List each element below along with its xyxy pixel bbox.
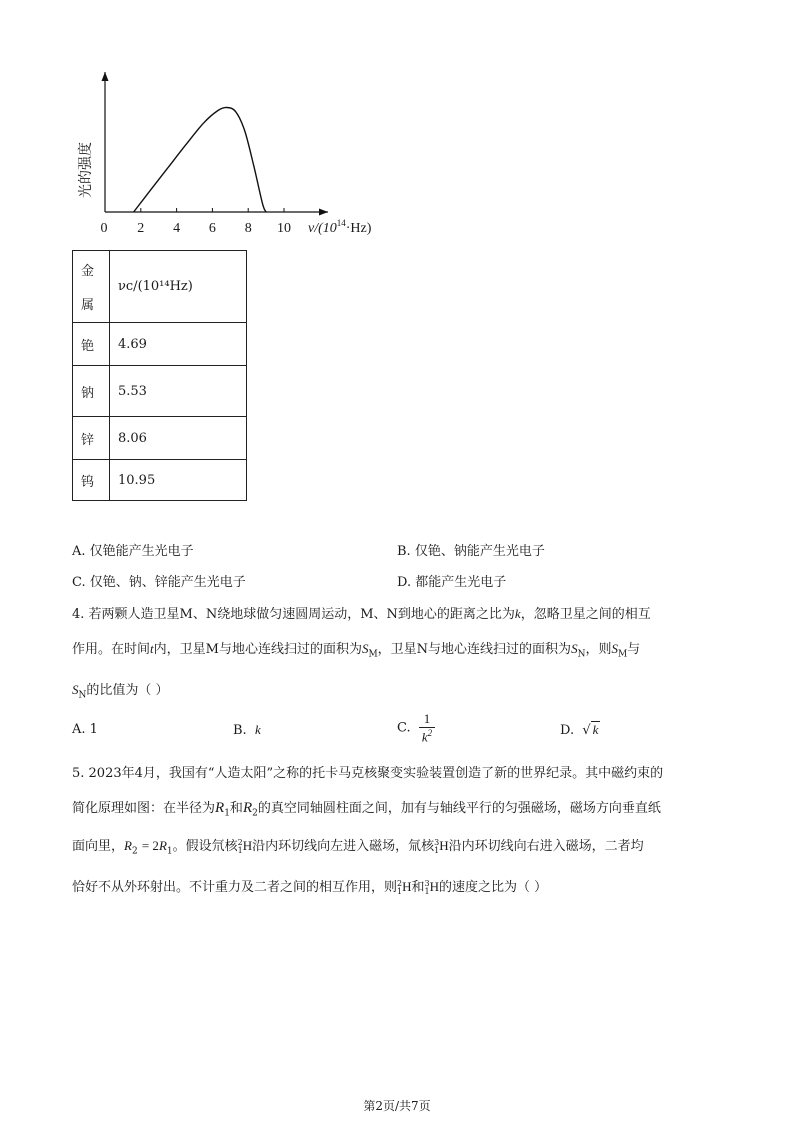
header-metal-1: 金 bbox=[81, 264, 95, 279]
q4-option-a: A. 1 bbox=[72, 722, 98, 737]
frac-den-k: k bbox=[421, 729, 428, 745]
row-value: 5.53 bbox=[110, 366, 247, 417]
q5-text: 的真空同轴圆柱面之间，加有与轴线平行的匀强磁场，磁场方向垂直纸 bbox=[257, 801, 661, 816]
q4-text: 作用。在时间 bbox=[72, 642, 151, 657]
q3-option-b: B. 仅铯、钠能产生光电子 bbox=[397, 544, 545, 559]
header-metal bbox=[73, 251, 110, 323]
q5-line1: 5. 2023年4月，我国有“人造太阳”之称的托卡马克核聚变实验装置创造了新的世界纪录。其中磁约束的 bbox=[72, 766, 664, 781]
page-footer: 第2页/共7页 bbox=[363, 1099, 431, 1113]
q4-text: ，卫星N与地心连线扫过的面积为 bbox=[377, 642, 572, 657]
q4-line1 bbox=[72, 603, 651, 622]
q5-line2 bbox=[72, 797, 661, 819]
header-freq: νc/(10¹⁴Hz) bbox=[110, 251, 247, 323]
sub-m: M bbox=[617, 649, 628, 660]
q5-line3 bbox=[72, 835, 644, 857]
q5-line4 bbox=[72, 876, 547, 896]
q5-text: 。假设氘核 bbox=[172, 839, 238, 854]
q5-text: 恰好不从外环射出。不计重力及二者之间的相互作用，则 bbox=[72, 880, 398, 895]
q3-option-d: D. 都能产生光电子 bbox=[397, 575, 507, 590]
var-s: S bbox=[571, 641, 578, 656]
equals: = 2 bbox=[141, 838, 159, 853]
var-k: k bbox=[514, 606, 521, 621]
atomic-number: 1 bbox=[434, 845, 440, 855]
q5-text: 面向里， bbox=[72, 839, 125, 854]
sub-m: M bbox=[368, 649, 378, 660]
row-value: 8.06 bbox=[110, 417, 247, 460]
mass-number: 2 bbox=[397, 878, 403, 888]
q4-text: ，忽略卫星之间的相互 bbox=[520, 607, 651, 622]
x-tick-label: 2 bbox=[137, 221, 145, 236]
var-s: S bbox=[361, 641, 369, 656]
row-metal: 钠 bbox=[73, 366, 110, 417]
var-s: S bbox=[611, 641, 618, 656]
frac-num: 1 bbox=[419, 711, 435, 728]
q4-text: ，则 bbox=[585, 642, 612, 657]
x-tick-label: 4 bbox=[173, 221, 181, 236]
metal-table bbox=[72, 250, 247, 501]
option-label: B. bbox=[233, 723, 247, 738]
var-r: R bbox=[158, 838, 167, 853]
mass-number: 3 bbox=[434, 837, 440, 847]
frac-den-exp: 2 bbox=[427, 728, 433, 738]
row-value: 4.69 bbox=[110, 323, 247, 366]
spectrum-chart bbox=[60, 60, 400, 245]
var-k: k bbox=[254, 722, 261, 737]
sqrt-icon: √ bbox=[582, 723, 591, 738]
sub: 2 bbox=[131, 846, 138, 857]
var-s: S bbox=[72, 682, 79, 697]
q5-text: 和 bbox=[411, 880, 425, 895]
radicand: k bbox=[592, 722, 599, 737]
q5-text: 沿内环切线向右进入磁场，二者均 bbox=[448, 839, 644, 854]
row-metal: 锌 bbox=[73, 417, 110, 460]
x-axis-arrow-icon bbox=[319, 209, 328, 216]
q3-option-a: A. 仅铯能产生光电子 bbox=[72, 544, 194, 559]
fraction bbox=[419, 711, 435, 745]
mass-number: 2 bbox=[237, 837, 243, 847]
hydrogen-symbol: H bbox=[439, 838, 449, 853]
q4-text: 与 bbox=[627, 642, 641, 657]
frac-den bbox=[419, 728, 435, 745]
atomic-number: 1 bbox=[397, 886, 403, 896]
header-metal-2: 属 bbox=[81, 298, 95, 313]
q4-line3 bbox=[72, 679, 169, 701]
y-axis-arrow-icon bbox=[102, 72, 109, 81]
x-tick-label: 6 bbox=[208, 221, 216, 236]
q5-text: 沿内环切线向左进入磁场，氚核 bbox=[252, 839, 435, 854]
q4-line2 bbox=[72, 638, 640, 660]
var-r: R bbox=[124, 838, 132, 853]
row-value: 10.95 bbox=[110, 460, 247, 501]
sub: 1 bbox=[166, 846, 173, 857]
var-r: R bbox=[215, 800, 225, 816]
chart-ylabel: 光的强度 bbox=[79, 142, 94, 198]
var-t: t bbox=[150, 641, 154, 656]
row-metal: 铯 bbox=[73, 323, 110, 366]
atomic-number: 1 bbox=[237, 845, 243, 855]
x-tick-label: 10 bbox=[277, 221, 291, 236]
x-tick-label: 8 bbox=[244, 221, 252, 236]
sub-n: N bbox=[577, 649, 586, 660]
xlabel-tail: ·Hz) bbox=[345, 221, 372, 236]
q4-text: 的比值为（ ） bbox=[86, 683, 169, 698]
row-metal: 钨 bbox=[73, 460, 110, 501]
xlabel-exp: 14 bbox=[336, 218, 346, 228]
var-r: R bbox=[242, 800, 253, 816]
q4-option-d bbox=[560, 722, 600, 738]
sub: 2 bbox=[252, 808, 258, 819]
hydrogen-symbol: H bbox=[402, 879, 412, 894]
option-label: C. bbox=[397, 720, 411, 736]
hydrogen-symbol: H bbox=[429, 879, 439, 894]
q5-text: 简化原理如图：在半径为 bbox=[72, 801, 216, 816]
option-label: D. bbox=[560, 723, 575, 738]
q3-option-c: C. 仅铯、钠、锌能产生光电子 bbox=[72, 575, 246, 590]
xlabel-main: ν/(10 bbox=[308, 221, 337, 236]
q4-option-b bbox=[233, 722, 261, 738]
q4-text: 内，卫星M与地心连线扫过的面积为 bbox=[153, 642, 362, 657]
q5-text: 和 bbox=[229, 801, 243, 816]
sub-n: N bbox=[78, 690, 87, 701]
q5-text: 的速度之比为（ ） bbox=[439, 880, 548, 895]
x-tick-label: 0 bbox=[100, 221, 108, 236]
q4-option-c bbox=[397, 711, 435, 745]
atomic-number: 1 bbox=[424, 886, 430, 896]
sub: 1 bbox=[224, 808, 230, 819]
intensity-curve bbox=[134, 107, 266, 212]
q4-text: 4. 若两颗人造卫星M、N绕地球做匀速圆周运动，M、N到地心的距离之比为 bbox=[72, 607, 515, 622]
chart-xlabel bbox=[308, 218, 372, 236]
hydrogen-symbol: H bbox=[242, 838, 253, 853]
mass-number: 3 bbox=[424, 878, 430, 888]
